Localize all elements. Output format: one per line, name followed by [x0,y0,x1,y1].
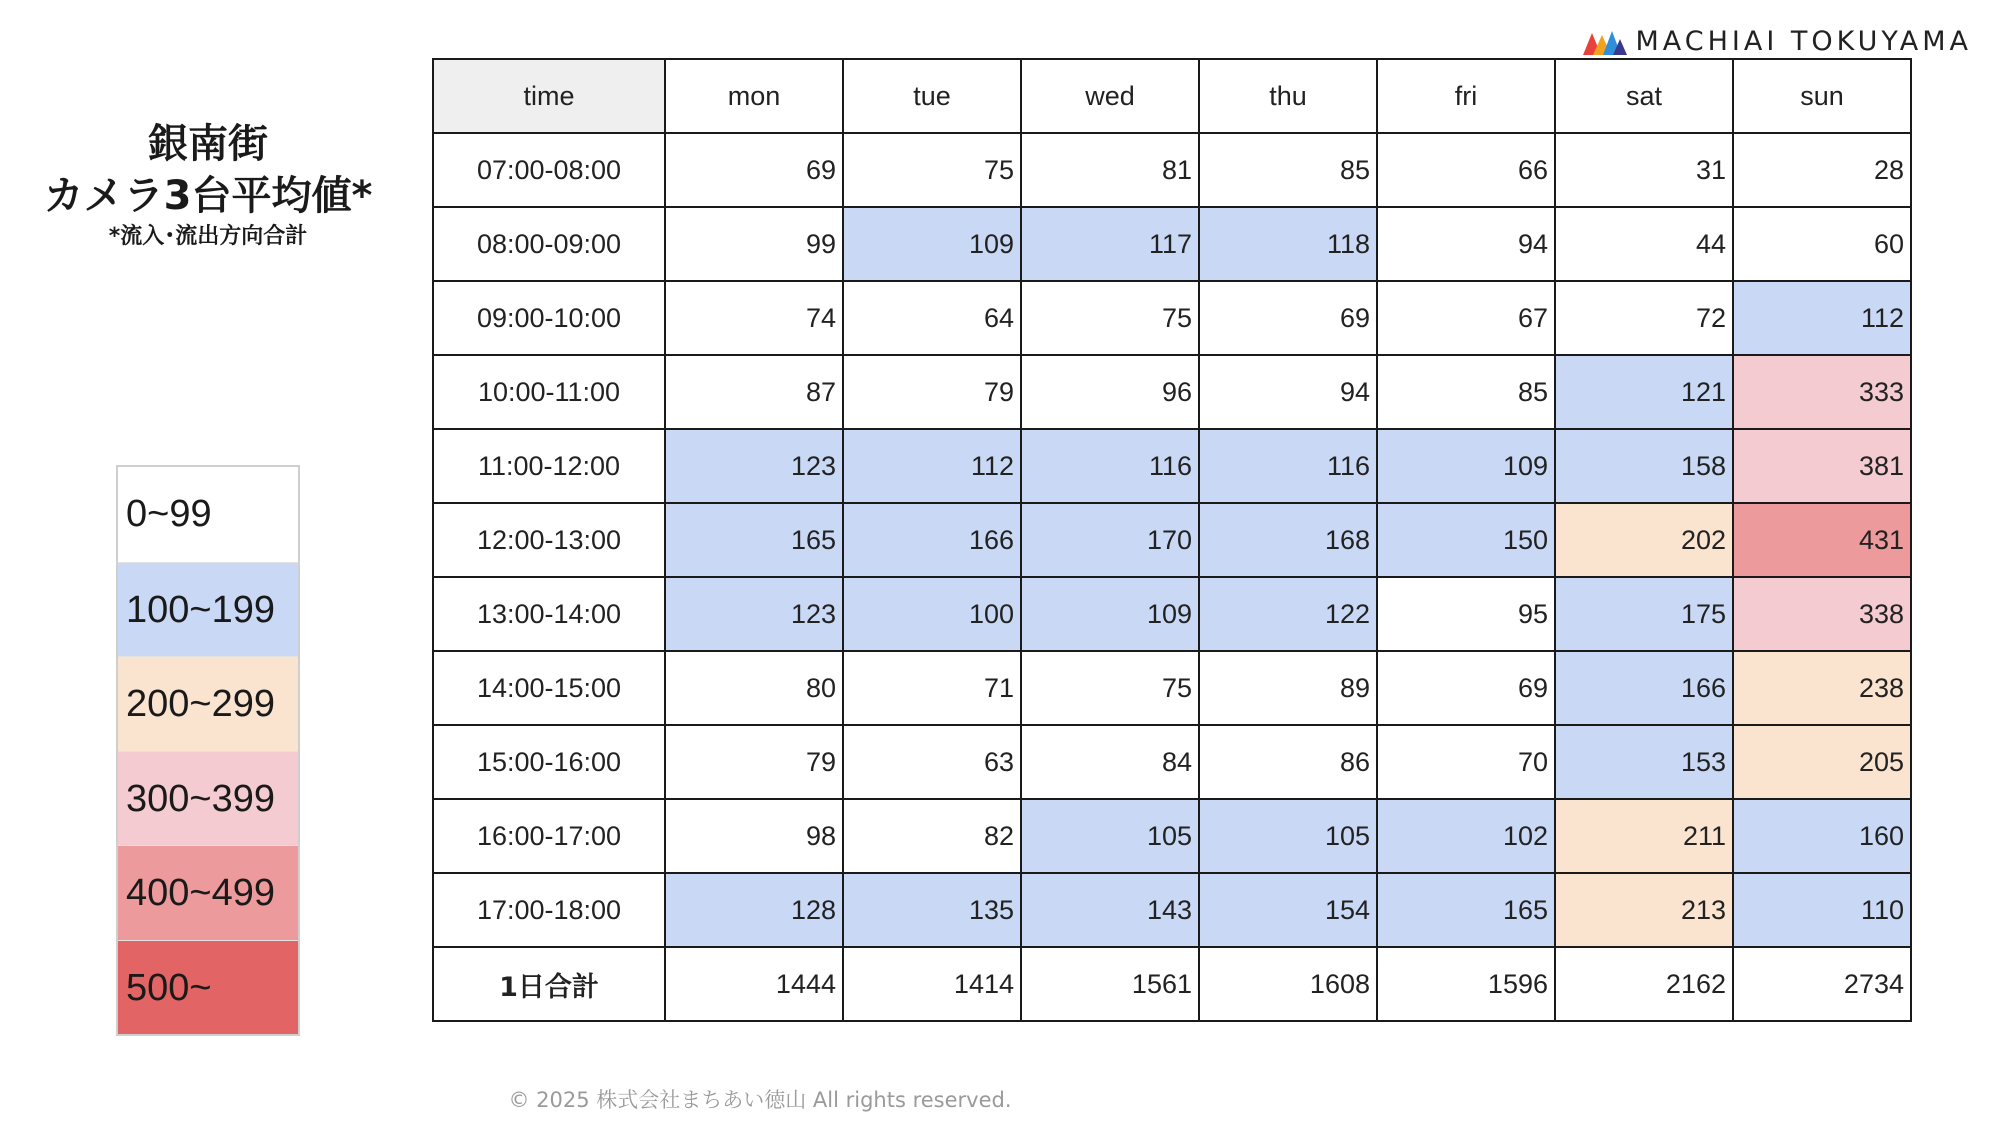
count-cell-sun: 110 [1733,873,1911,947]
count-cell-sun: 205 [1733,725,1911,799]
total-cell-thu: 1608 [1199,947,1377,1021]
count-cell-thu: 116 [1199,429,1377,503]
count-cell-mon: 128 [665,873,843,947]
count-cell-mon: 99 [665,207,843,281]
count-cell-sun: 333 [1733,355,1911,429]
count-cell-wed: 81 [1021,133,1199,207]
time-slot-cell: 17:00-18:00 [433,873,665,947]
title-line-1: 銀南街 [148,121,268,167]
table-body [433,133,1911,1021]
time-slot-cell: 14:00-15:00 [433,651,665,725]
legend-item-400-499: 400~499 [118,845,298,940]
count-cell-tue: 75 [843,133,1021,207]
count-cell-mon: 74 [665,281,843,355]
time-slot-cell: 11:00-12:00 [433,429,665,503]
count-cell-thu: 122 [1199,577,1377,651]
count-cell-fri: 94 [1377,207,1555,281]
count-cell-mon: 79 [665,725,843,799]
table-row [433,873,1911,947]
count-cell-tue: 64 [843,281,1021,355]
count-cell-wed: 116 [1021,429,1199,503]
count-cell-mon: 80 [665,651,843,725]
count-cell-fri: 102 [1377,799,1555,873]
total-label-cell: 1日合計 [433,947,665,1021]
table-row [433,725,1911,799]
count-cell-fri: 85 [1377,355,1555,429]
legend-item-200-299: 200~299 [118,656,298,751]
count-cell-tue: 166 [843,503,1021,577]
count-cell-wed: 96 [1021,355,1199,429]
count-cell-thu: 86 [1199,725,1377,799]
count-cell-sat: 158 [1555,429,1733,503]
table-row [433,207,1911,281]
count-cell-thu: 89 [1199,651,1377,725]
count-cell-thu: 85 [1199,133,1377,207]
count-cell-wed: 75 [1021,651,1199,725]
count-cell-sat: 211 [1555,799,1733,873]
time-slot-cell: 10:00-11:00 [433,355,665,429]
table-row [433,799,1911,873]
logo-text: MACHIAI TOKUYAMA [1635,26,1972,57]
count-cell-tue: 71 [843,651,1021,725]
count-cell-sat: 175 [1555,577,1733,651]
time-slot-cell: 16:00-17:00 [433,799,665,873]
time-slot-cell: 09:00-10:00 [433,281,665,355]
legend-item-0-99: 0~99 [118,467,298,562]
count-cell-sun: 160 [1733,799,1911,873]
total-cell-wed: 1561 [1021,947,1199,1021]
mountain-logo-icon [1583,29,1627,55]
count-cell-thu: 118 [1199,207,1377,281]
count-cell-fri: 165 [1377,873,1555,947]
count-cell-sat: 213 [1555,873,1733,947]
column-header-fri: fri [1377,59,1555,133]
brand-logo [1583,26,1972,57]
table-row [433,503,1911,577]
count-cell-sat: 31 [1555,133,1733,207]
count-cell-fri: 109 [1377,429,1555,503]
count-cell-mon: 98 [665,799,843,873]
count-cell-wed: 109 [1021,577,1199,651]
count-cell-sun: 60 [1733,207,1911,281]
count-cell-sun: 112 [1733,281,1911,355]
column-header-time: time [433,59,665,133]
column-header-sat: sat [1555,59,1733,133]
count-cell-fri: 69 [1377,651,1555,725]
count-cell-sun: 431 [1733,503,1911,577]
table-row [433,355,1911,429]
count-cell-fri: 95 [1377,577,1555,651]
count-cell-tue: 82 [843,799,1021,873]
count-cell-tue: 100 [843,577,1021,651]
count-cell-thu: 105 [1199,799,1377,873]
count-cell-sat: 121 [1555,355,1733,429]
table-row [433,281,1911,355]
title-line-2: カメラ3台平均値* [43,173,373,219]
count-cell-mon: 123 [665,577,843,651]
total-cell-sat: 2162 [1555,947,1733,1021]
count-cell-fri: 67 [1377,281,1555,355]
count-cell-sat: 202 [1555,503,1733,577]
count-cell-tue: 63 [843,725,1021,799]
total-row [433,947,1911,1021]
count-cell-sun: 238 [1733,651,1911,725]
column-header-tue: tue [843,59,1021,133]
table-row [433,651,1911,725]
total-cell-tue: 1414 [843,947,1021,1021]
count-cell-tue: 135 [843,873,1021,947]
count-cell-wed: 117 [1021,207,1199,281]
count-cell-fri: 150 [1377,503,1555,577]
traffic-table [432,58,1912,1022]
column-header-thu: thu [1199,59,1377,133]
count-cell-fri: 70 [1377,725,1555,799]
table-row [433,577,1911,651]
header-row [433,59,1911,133]
time-slot-cell: 08:00-09:00 [433,207,665,281]
count-cell-mon: 87 [665,355,843,429]
count-cell-wed: 143 [1021,873,1199,947]
total-cell-sun: 2734 [1733,947,1911,1021]
column-header-sun: sun [1733,59,1911,133]
legend-item-100-199: 100~199 [118,562,298,657]
count-cell-wed: 105 [1021,799,1199,873]
count-cell-fri: 66 [1377,133,1555,207]
count-cell-thu: 69 [1199,281,1377,355]
total-cell-mon: 1444 [665,947,843,1021]
count-cell-mon: 123 [665,429,843,503]
time-slot-cell: 12:00-13:00 [433,503,665,577]
count-cell-mon: 165 [665,503,843,577]
title-block [28,118,388,252]
count-cell-thu: 94 [1199,355,1377,429]
count-cell-sat: 72 [1555,281,1733,355]
total-cell-fri: 1596 [1377,947,1555,1021]
legend-item-500-plus: 500~ [118,940,298,1035]
count-cell-sun: 381 [1733,429,1911,503]
count-cell-tue: 79 [843,355,1021,429]
count-cell-wed: 170 [1021,503,1199,577]
column-header-wed: wed [1021,59,1199,133]
count-cell-thu: 168 [1199,503,1377,577]
time-slot-cell: 13:00-14:00 [433,577,665,651]
count-cell-mon: 69 [665,133,843,207]
copyright-text: © 2025 株式会社まちあい徳山 All rights reserved. [508,1088,1012,1112]
count-cell-tue: 112 [843,429,1021,503]
count-cell-wed: 75 [1021,281,1199,355]
table-row [433,133,1911,207]
count-cell-sun: 338 [1733,577,1911,651]
count-cell-sat: 166 [1555,651,1733,725]
count-cell-sat: 153 [1555,725,1733,799]
table-row [433,429,1911,503]
title-note: *流入･流出方向合計 [108,224,308,249]
time-slot-cell: 07:00-08:00 [433,133,665,207]
count-cell-thu: 154 [1199,873,1377,947]
legend-item-300-399: 300~399 [118,751,298,846]
count-cell-wed: 84 [1021,725,1199,799]
count-cell-sat: 44 [1555,207,1733,281]
time-slot-cell: 15:00-16:00 [433,725,665,799]
count-cell-tue: 109 [843,207,1021,281]
count-cell-sun: 28 [1733,133,1911,207]
color-legend [116,465,300,1036]
column-header-mon: mon [665,59,843,133]
